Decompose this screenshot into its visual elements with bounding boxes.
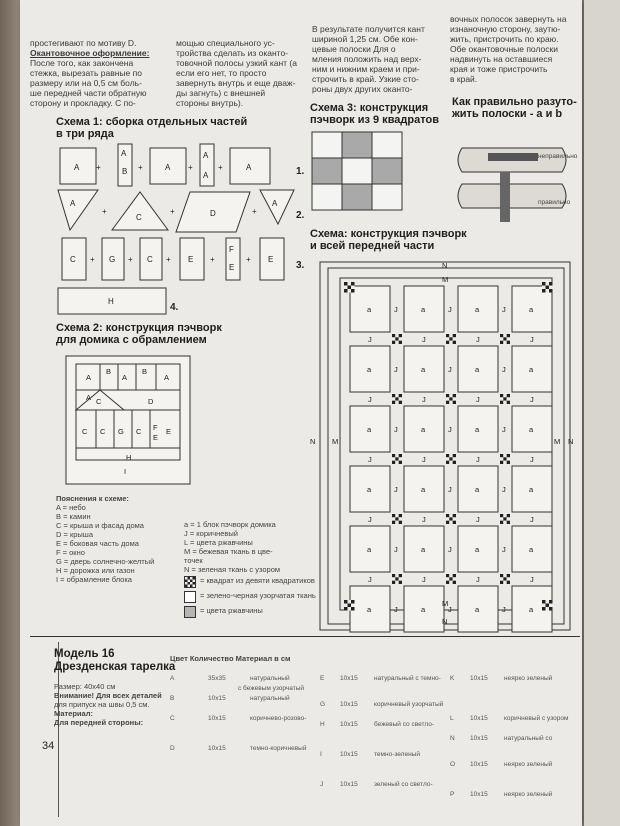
svg-text:A: A [203,151,209,160]
model-front: Для передней стороны: [54,718,144,727]
legend-item: B = камин [56,512,91,521]
svg-text:G: G [320,701,326,708]
svg-text:+: + [138,163,143,172]
svg-text:+: + [170,207,175,216]
next-page-edge [584,0,620,826]
white-swatch-icon [184,591,196,603]
svg-text:+: + [102,207,107,216]
text-line: После того, как закончена [30,58,134,68]
text-line: жить, пристрочить по краю. [450,34,559,44]
svg-text:10x15: 10x15 [340,781,358,788]
svg-text:C: C [170,715,175,722]
svg-text:+: + [246,255,251,264]
materials-text-block [168,670,580,820]
svg-text:неярко зеленый: неярко зеленый [504,675,553,682]
model-heading: Модель 16 Дрезденская тарелка [54,648,176,673]
svg-text:A: A [121,149,127,158]
svg-text:10x15: 10x15 [340,701,358,708]
svg-text:A: A [164,373,170,382]
text-column-3 [312,24,446,94]
text-line: изнаночную сторону, заутю- [450,24,561,34]
svg-text:J: J [422,455,426,464]
svg-text:10x15: 10x15 [208,695,226,702]
svg-text:10x15: 10x15 [470,791,488,798]
svg-text:J: J [502,605,506,614]
model-attention: для припуск на швы 0,5 см. [54,700,150,709]
swatch-row: = квадрат из девяти квадратиков [184,576,324,588]
svg-text:J: J [476,335,480,344]
label-right: правильно [538,199,571,206]
svg-text:3.: 3. [296,260,305,271]
svg-text:J: J [530,335,534,344]
svg-text:a: a [367,605,372,614]
svg-text:J: J [422,515,426,524]
svg-text:10x15: 10x15 [470,735,488,742]
legend-item: I = обрамление блока [56,575,132,584]
svg-text:J: J [422,575,426,584]
svg-text:A: A [122,373,128,382]
svg-text:N: N [442,261,448,270]
text-line: строчить в край. Узкие сто- [312,74,419,84]
magazine-page [20,0,582,826]
scheme2-title: Схема 2: конструкция пэчворк для домика с обрамлением [56,322,222,346]
scheme3-diagram [310,130,410,214]
svg-text:натуральный со: натуральный со [504,735,553,742]
text-line: надвинуть на оставшиеся [450,54,553,64]
svg-text:с бежевым узорчатый: с бежевым узорчатый [238,685,304,692]
svg-text:J: J [448,365,452,374]
svg-text:O: O [450,761,456,768]
scheme1-diagram [50,140,310,320]
legend-item: a = 1 блок пэчворк домика [184,520,276,529]
scheme1-title: Схема 1: сборка отдельных частей в три ряда [56,116,248,140]
svg-text:J: J [530,395,534,404]
page-number: 34 [42,740,55,752]
svg-text:a: a [421,485,426,494]
legend-item: M = бежевая ткань в цве- [184,547,273,556]
svg-text:N: N [450,735,455,742]
text-line: ды загнуть) с внешней [176,88,266,98]
model-material: Материал: [54,709,93,718]
svg-text:+: + [90,255,95,264]
text-line: шириной 1,25 см. Обе кон- [312,34,418,44]
svg-text:+: + [210,255,215,264]
svg-text:a: a [529,485,534,494]
svg-text:a: a [367,425,372,434]
text-line: тройства сделать из оканто- [176,48,289,58]
svg-text:C: C [100,427,106,436]
main-quilt-diagram [306,254,582,636]
legend-title: Пояснения к схеме: [56,494,129,503]
svg-text:J: J [502,305,506,314]
svg-text:+: + [252,207,257,216]
svg-text:a: a [475,305,480,314]
text-line: Окантовочное оформление: [30,48,150,58]
svg-text:J: J [476,395,480,404]
svg-text:a: a [367,365,372,374]
svg-text:a: a [367,545,372,554]
svg-text:E: E [320,675,325,682]
svg-text:G: G [109,255,116,264]
svg-text:J: J [448,485,452,494]
svg-text:H: H [320,721,325,728]
svg-text:C: C [96,397,102,406]
text-line: Обе окантовочные полоски [450,44,558,54]
svg-text:a: a [475,365,480,374]
svg-text:коричнево-розово-: коричнево-розово- [250,715,307,722]
svg-text:J: J [530,455,534,464]
text-line: мления положить над верх- [312,54,422,64]
svg-text:J: J [502,545,506,554]
svg-text:a: a [421,605,426,614]
svg-text:a: a [475,485,480,494]
text-line: размеру или на 0,5 см боль- [30,78,142,88]
svg-text:10x15: 10x15 [340,721,358,728]
svg-text:a: a [529,605,534,614]
svg-text:J: J [320,781,324,788]
svg-text:J: J [394,545,398,554]
svg-text:неярко зеленый: неярко зеленый [504,761,553,768]
background-left [0,0,22,826]
svg-text:10x15: 10x15 [470,715,488,722]
text-column-1 [30,38,170,108]
legend-item: A = небо [56,503,86,512]
svg-text:F: F [229,245,234,254]
svg-text:B: B [170,695,175,702]
text-line: ним и нижним краем и при- [312,64,420,74]
text-line: сторону и прокладку. С по- [30,98,136,108]
svg-text:I: I [320,751,322,758]
text-line: В результате получится кант [312,24,425,34]
legend-item: L = цвета ржавчины [184,538,253,547]
svg-text:a: a [367,485,372,494]
svg-text:a: a [529,365,534,374]
svg-text:M: M [442,275,449,284]
svg-text:4.: 4. [170,302,179,313]
svg-text:B: B [106,367,112,376]
svg-text:L: L [450,715,454,722]
text-line: ше передней части обратную [30,88,147,98]
model-notes [54,682,164,727]
svg-text:темно-зеленый: темно-зеленый [374,751,420,758]
text-line: если его нет, то просто [176,68,267,78]
svg-text:a: a [529,545,534,554]
svg-text:M: M [442,599,449,608]
svg-text:F: F [153,423,158,432]
svg-text:2.: 2. [296,210,305,221]
legend-item: D = крыша [56,530,93,539]
text-line: в край. [450,74,478,84]
svg-text:a: a [421,425,426,434]
svg-text:10x15: 10x15 [340,675,358,682]
svg-text:J: J [476,515,480,524]
svg-text:A: A [272,199,278,208]
svg-text:E: E [268,255,274,264]
svg-text:B: B [122,167,128,176]
swatch-row: = зелено-черная узорчатая ткань [184,591,324,603]
svg-text:E: E [229,263,235,272]
model-attention: Внимание! Для всех деталей [54,691,162,700]
svg-text:натуральный: натуральный [250,675,290,682]
svg-text:N: N [568,437,574,446]
text-line: цевые полоски Для о [312,44,396,54]
svg-text:35x35: 35x35 [208,675,226,682]
legend-item: J = коричневый [184,529,238,538]
svg-text:a: a [475,425,480,434]
svg-text:J: J [476,455,480,464]
table-header: Цвет Количество Материал в см [170,654,291,663]
fold-title: Как правильно разуто- жить полоски - a и b [452,96,577,120]
text-line: края и тоже пристрочить [450,64,548,74]
scheme2-diagram [60,350,200,490]
legend-item: C = крыша и фасад дома [56,521,144,530]
svg-text:зеленый со светло-: зеленый со светло- [374,781,433,788]
svg-text:E: E [166,427,172,436]
svg-text:M: M [554,437,561,446]
svg-text:K: K [450,675,455,682]
svg-text:C: C [136,427,142,436]
legend-item: G = дверь солнечно-желтый [56,557,155,566]
model-size: Размер: 40x40 см [54,682,116,691]
svg-text:10x15: 10x15 [208,715,226,722]
svg-text:J: J [502,485,506,494]
text-line: роны двух других оканто- [312,84,413,94]
svg-text:G: G [118,427,124,436]
gray-swatch-icon [184,606,196,618]
svg-text:J: J [530,575,534,584]
svg-text:A: A [246,163,252,172]
svg-text:J: J [394,605,398,614]
fold-diagram [452,128,580,228]
svg-text:C: C [82,427,88,436]
svg-text:J: J [368,575,372,584]
svg-text:I: I [124,467,127,476]
svg-text:a: a [529,305,534,314]
svg-text:+: + [188,163,193,172]
svg-text:J: J [422,335,426,344]
svg-text:J: J [448,545,452,554]
svg-text:+: + [218,163,223,172]
svg-text:темно-коричневый: темно-коричневый [250,745,307,752]
svg-text:C: C [136,213,142,222]
svg-text:J: J [394,485,398,494]
svg-text:J: J [530,515,534,524]
svg-text:J: J [368,335,372,344]
text-line: завернуть внутрь и еще дваж- [176,78,296,88]
svg-text:J: J [368,395,372,404]
svg-text:J: J [394,305,398,314]
svg-text:D: D [210,209,216,218]
svg-text:коричневый с узором: коричневый с узором [504,715,569,722]
svg-text:a: a [421,305,426,314]
svg-text:P: P [450,791,455,798]
svg-text:неярко зеленый: неярко зеленый [504,791,553,798]
svg-text:a: a [367,305,372,314]
svg-text:A: A [165,163,171,172]
swatch-row: = цвета ржавчины [184,606,324,618]
svg-text:J: J [394,365,398,374]
svg-text:D: D [170,745,175,752]
svg-text:коричневый узорчатый: коричневый узорчатый [374,701,444,708]
svg-text:натуральный с темно-: натуральный с темно- [374,675,441,682]
svg-text:J: J [368,515,372,524]
svg-text:J: J [448,425,452,434]
svg-text:N: N [442,617,448,626]
svg-text:a: a [421,545,426,554]
svg-text:A: A [170,675,175,682]
svg-text:10x15: 10x15 [208,745,226,752]
svg-text:бежевый со светло-: бежевый со светло- [374,721,434,728]
svg-text:a: a [421,365,426,374]
svg-text:A: A [86,393,92,402]
text-line: товочной полосы узкий кант (а [176,58,297,68]
svg-text:+: + [128,255,133,264]
svg-text:A: A [203,171,209,180]
text-line: стороны внутрь). [176,98,244,108]
legend-item: H = дорожка или газон [56,566,135,575]
svg-text:N: N [310,437,316,446]
svg-text:J: J [502,425,506,434]
svg-text:a: a [475,545,480,554]
text-line: простегивают по мотиву D. [30,38,137,48]
scheme3-title: Схема 3: конструкция пэчворк из 9 квадратов [310,102,439,126]
svg-text:10x15: 10x15 [470,675,488,682]
svg-text:J: J [394,425,398,434]
svg-text:1.: 1. [296,166,305,177]
svg-text:натуральный: натуральный [250,695,290,702]
svg-text:H: H [126,453,132,462]
text-line: вочных полосок завернуть на [450,14,567,24]
svg-text:+: + [166,255,171,264]
svg-text:J: J [368,455,372,464]
legend-item: точек [184,556,203,565]
svg-text:J: J [502,365,506,374]
svg-text:A: A [74,163,80,172]
svg-text:A: A [86,373,92,382]
svg-text:E: E [153,433,159,442]
svg-text:J: J [476,575,480,584]
text-line: мощью специального ус- [176,38,275,48]
svg-text:E: E [188,255,194,264]
svg-text:D: D [148,397,154,406]
main-scheme-title: Схема: конструкция пэчворк и всей передней части [310,228,467,252]
legend-item: F = окно [56,548,85,557]
svg-text:a: a [529,425,534,434]
svg-text:10x15: 10x15 [340,751,358,758]
svg-text:J: J [448,605,452,614]
svg-text:J: J [422,395,426,404]
svg-text:10x15: 10x15 [470,761,488,768]
legend-right [184,520,324,618]
divider [30,636,580,637]
svg-text:H: H [108,297,114,306]
svg-text:A: A [70,199,76,208]
text-column-2 [176,38,306,108]
legend-item: N = зеленая ткань с узором [184,565,281,574]
checker-swatch-icon [184,576,196,588]
svg-text:+: + [96,163,101,172]
svg-text:C: C [147,255,153,264]
svg-text:M: M [332,437,339,446]
svg-text:a: a [475,605,480,614]
svg-text:J: J [448,305,452,314]
text-column-4 [450,14,580,84]
svg-text:B: B [142,367,148,376]
text-line: стежка, вырезать равные по [30,68,142,78]
legend-item: E = боковая часть дома [56,539,139,548]
svg-text:C: C [70,255,76,264]
label-wrong: неправильно [538,153,578,160]
quilt-grid [344,282,553,632]
